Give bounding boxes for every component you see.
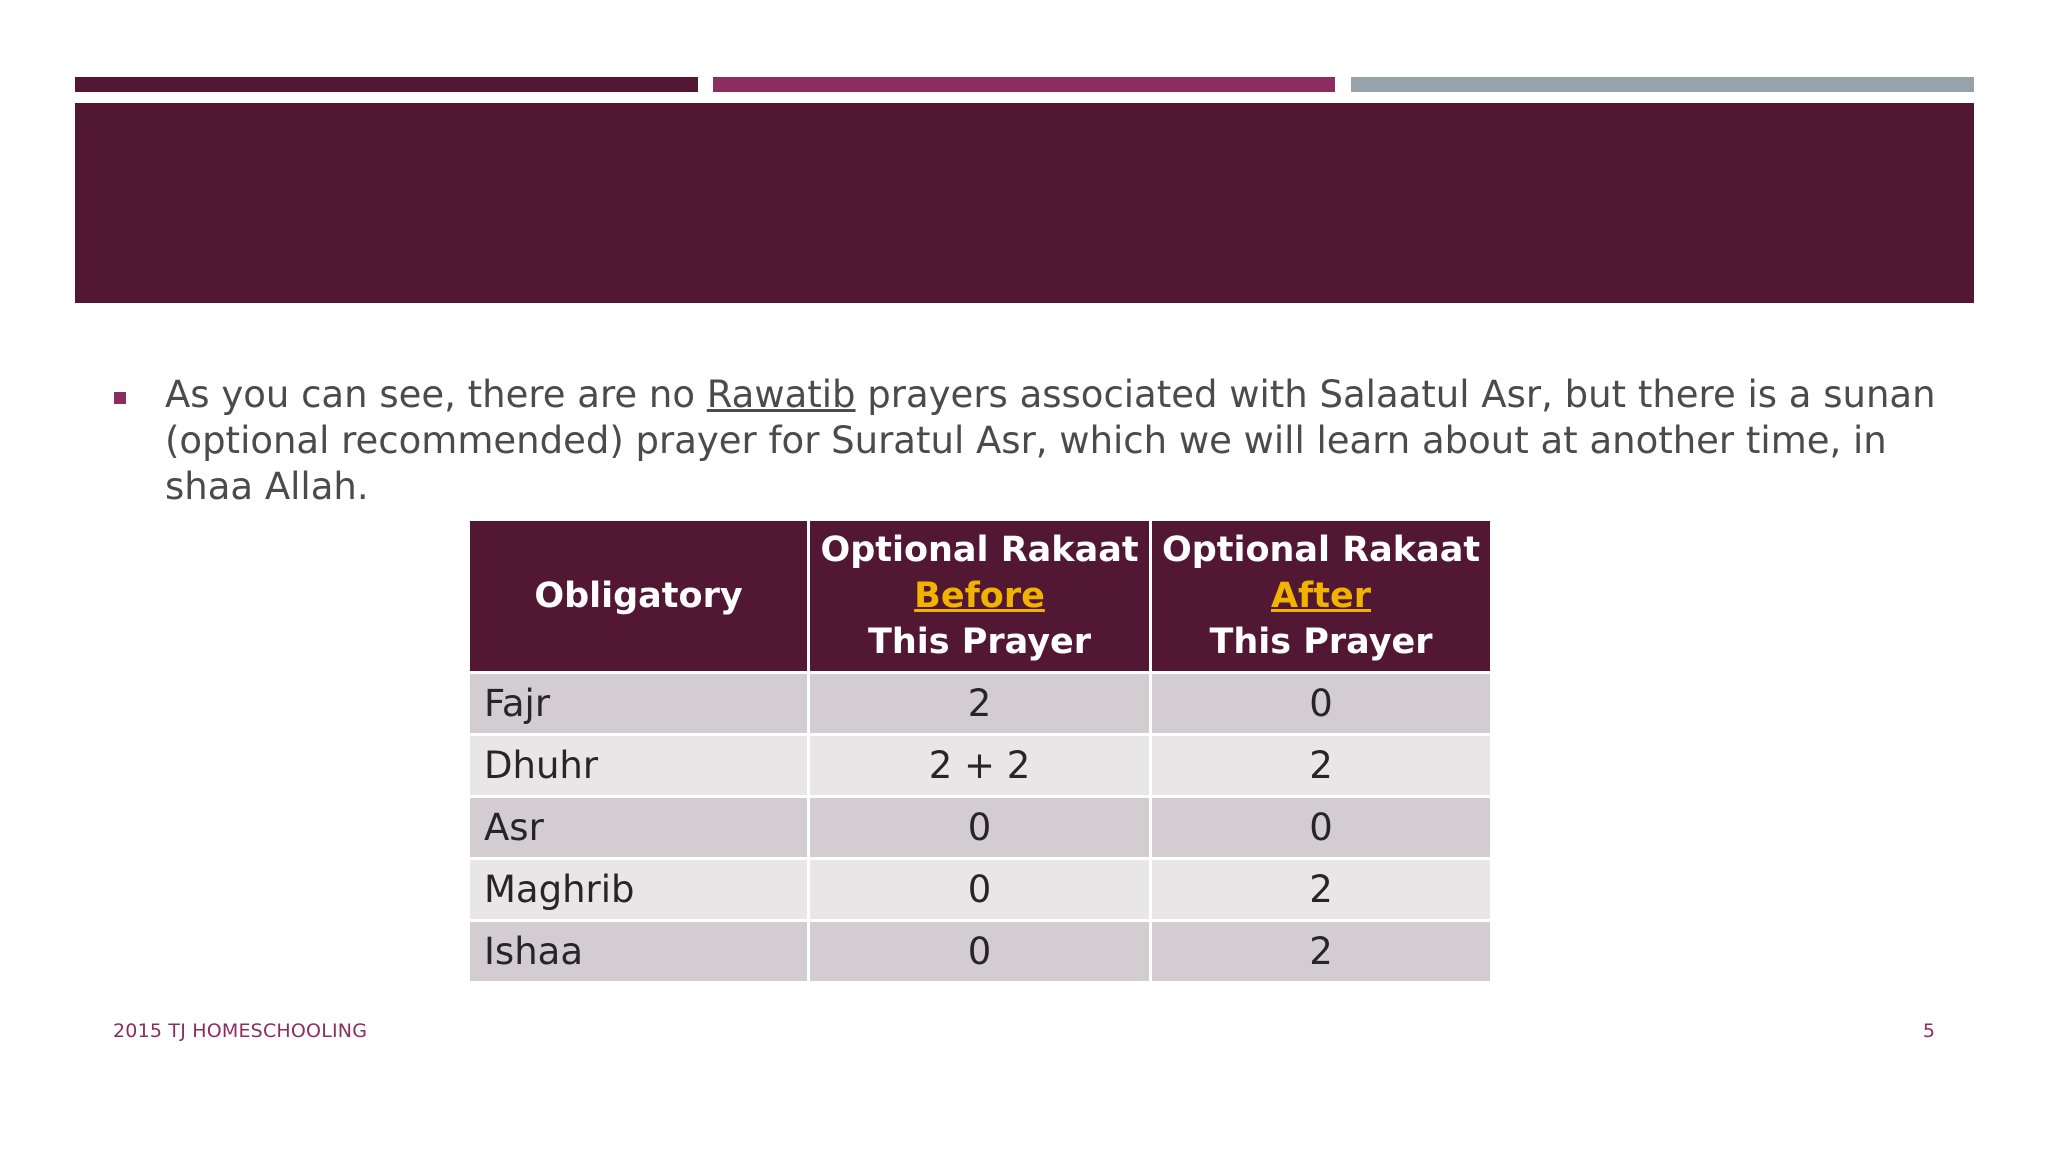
header-before-line1: Optional Rakaat <box>820 530 1139 570</box>
header-after-highlight: After <box>1270 576 1372 616</box>
prayer-rakaat-table <box>467 518 1493 984</box>
after-count-cell: 2 <box>1151 921 1492 983</box>
before-count-cell: 0 <box>809 921 1151 983</box>
prayer-name-cell: Ishaa <box>469 921 809 983</box>
after-count-cell: 0 <box>1151 673 1492 735</box>
bullet-item <box>114 372 1944 510</box>
before-count-cell: 2 + 2 <box>809 735 1151 797</box>
bullet-text-start: As you can see, there are no <box>165 373 707 416</box>
before-count-cell: 0 <box>809 797 1151 859</box>
bullet-text-end: prayers associated with Salaatul Asr, but there is a sunan (optional recommended) prayer for Suratul Asr, which we will learn about at another time, in shaa Allah. <box>165 373 1936 508</box>
prayer-name-cell: Asr <box>469 797 809 859</box>
header-optional-after <box>1151 520 1492 673</box>
after-count-cell: 2 <box>1151 735 1492 797</box>
accent-bar-middle <box>713 77 1335 92</box>
header-after-line1: Optional Rakaat <box>1161 530 1481 570</box>
before-count-cell: 2 <box>809 673 1151 735</box>
prayer-name-cell: Maghrib <box>469 859 809 921</box>
accent-bar-left <box>75 77 698 92</box>
table-row <box>469 921 1492 983</box>
header-obligatory <box>469 520 809 673</box>
prayer-name-cell: Fajr <box>469 673 809 735</box>
after-count-cell: 0 <box>1151 797 1492 859</box>
prayer-name-cell: Dhuhr <box>469 735 809 797</box>
table-row <box>469 797 1492 859</box>
table-row <box>469 673 1492 735</box>
header-before-highlight: Before <box>914 576 1045 616</box>
before-count-cell: 0 <box>809 859 1151 921</box>
table-row <box>469 859 1492 921</box>
accent-bar-right <box>1351 77 1974 92</box>
bullet-text <box>165 372 1955 510</box>
slide-page-number: 5 <box>1922 1020 1935 1042</box>
header-before-line3: This Prayer <box>867 622 1092 662</box>
header-optional-before <box>809 520 1151 673</box>
table-header-row <box>469 520 1492 673</box>
table-row <box>469 735 1492 797</box>
rawatib-link[interactable]: Rawatib <box>706 373 856 416</box>
bullet-square-icon <box>114 392 126 404</box>
header-after-line3: This Prayer <box>1209 622 1433 662</box>
header-obligatory-label: Obligatory <box>534 576 743 616</box>
footer-copyright: 2015 TJ HOMESCHOOLING <box>113 1020 368 1042</box>
after-count-cell: 2 <box>1151 859 1492 921</box>
title-band <box>75 103 1974 303</box>
